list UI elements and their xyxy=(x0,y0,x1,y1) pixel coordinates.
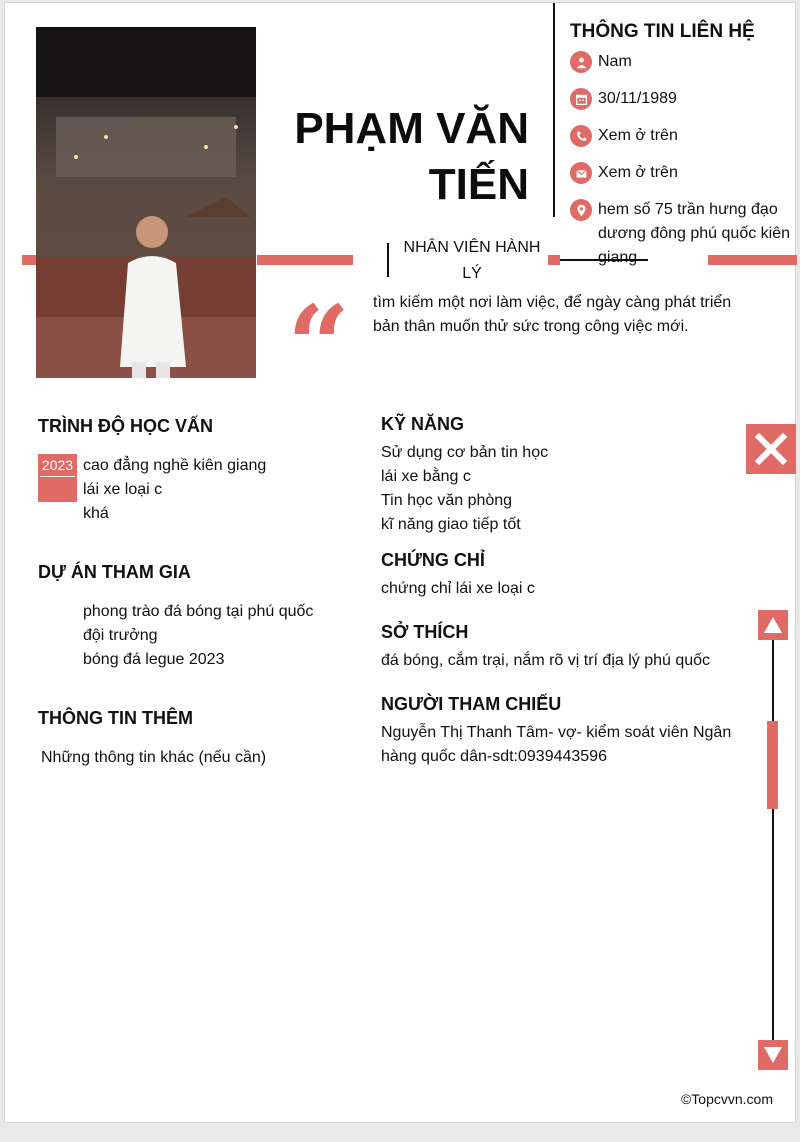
close-button[interactable] xyxy=(746,424,796,474)
phone-icon xyxy=(570,125,592,147)
list-item: kĩ năng giao tiếp tốt xyxy=(381,516,521,533)
hobbies-title: SỞ THÍCH xyxy=(381,622,469,642)
list-item: cao đẳng nghề kiên giang xyxy=(83,457,267,474)
list-item: bóng đá legue 2023 xyxy=(83,651,225,668)
phone-value: Xem ở trên xyxy=(598,127,678,144)
education-title: TRÌNH ĐỘ HỌC VẤN xyxy=(38,416,213,436)
projects-list xyxy=(83,600,313,672)
contact-phone xyxy=(570,124,792,148)
scroll-down-button[interactable] xyxy=(758,1040,788,1070)
extra-info-title: THÔNG TIN THÊM xyxy=(38,708,193,728)
career-objective: tìm kiếm một nơi làm việc, để ngày càng phát triển bản thân muốn thử sức trong công việc mới. xyxy=(373,294,732,335)
arrow-up-icon xyxy=(763,616,783,634)
accent-bar-small xyxy=(548,255,560,265)
job-title: NHÂN VIÊN HÀNH LÝ xyxy=(403,239,541,282)
header-divider xyxy=(553,3,555,217)
full-name xyxy=(209,101,529,213)
name-line-1: PHẠM VĂN xyxy=(294,104,529,153)
hobbies-text: đá bóng, cắm trại, nắm rõ vị trí địa lý phú quốc xyxy=(381,652,711,669)
gender-value: Nam xyxy=(598,53,632,70)
extra-info-text: Những thông tin khác (nếu cần) xyxy=(41,749,267,766)
skills-title: KỸ NĂNG xyxy=(381,414,465,434)
contact-birthday xyxy=(570,87,792,111)
projects-title: DỰ ÁN THAM GIA xyxy=(38,562,191,582)
list-item: khá xyxy=(83,505,109,522)
contact-title: THÔNG TIN LIÊN HỆ xyxy=(570,21,755,42)
accent-bar-left xyxy=(22,255,36,265)
certificates-text: chứng chỉ lái xe loại c xyxy=(381,580,535,597)
email-value: Xem ở trên xyxy=(598,164,678,181)
education-year: 2023 xyxy=(40,454,75,477)
list-item: phong trào đá bóng tại phú quốc xyxy=(83,603,314,620)
cv-page xyxy=(4,2,796,1123)
person-icon xyxy=(570,51,592,73)
list-item: Sử dụng cơ bản tin học xyxy=(381,444,549,461)
contact-gender xyxy=(570,50,792,74)
list-item: lái xe loại c xyxy=(83,481,163,498)
contact-address xyxy=(570,198,792,270)
location-pin-icon xyxy=(570,199,592,221)
mail-icon xyxy=(570,162,592,184)
close-icon xyxy=(754,432,788,466)
skills-list xyxy=(381,441,548,537)
address-value: hem số 75 trần hưng đạo dương đông phú quốc kiên giang xyxy=(598,201,791,266)
calendar-icon xyxy=(570,88,592,110)
scroll-thumb[interactable] xyxy=(767,721,778,809)
footer-copyright: ©Topcvvn.com xyxy=(680,1091,773,1107)
quote-icon: “ xyxy=(287,281,351,410)
education-list xyxy=(83,454,266,526)
list-item: lái xe bằng c xyxy=(381,468,471,485)
references-title: NGƯỜI THAM CHIẾU xyxy=(381,694,562,714)
arrow-down-icon xyxy=(763,1046,783,1064)
name-line-2: TIẾN xyxy=(428,160,529,209)
job-divider xyxy=(387,243,389,277)
birthday-value: 30/11/1989 xyxy=(598,90,677,107)
references-text: Nguyễn Thị Thanh Tâm- vợ- kiểm soát viên Ngân hàng quốc dân-sdt:0939443596 xyxy=(381,724,732,765)
accent-bar-mid xyxy=(257,255,353,265)
contact-email xyxy=(570,161,792,185)
scroll-track[interactable] xyxy=(772,640,774,1042)
education-year-badge xyxy=(38,454,77,502)
list-item: đội trưởng xyxy=(83,627,158,644)
scroll-up-button[interactable] xyxy=(758,610,788,640)
certificates-title: CHỨNG CHỈ xyxy=(381,550,485,570)
list-item: Tin học văn phòng xyxy=(381,492,513,509)
